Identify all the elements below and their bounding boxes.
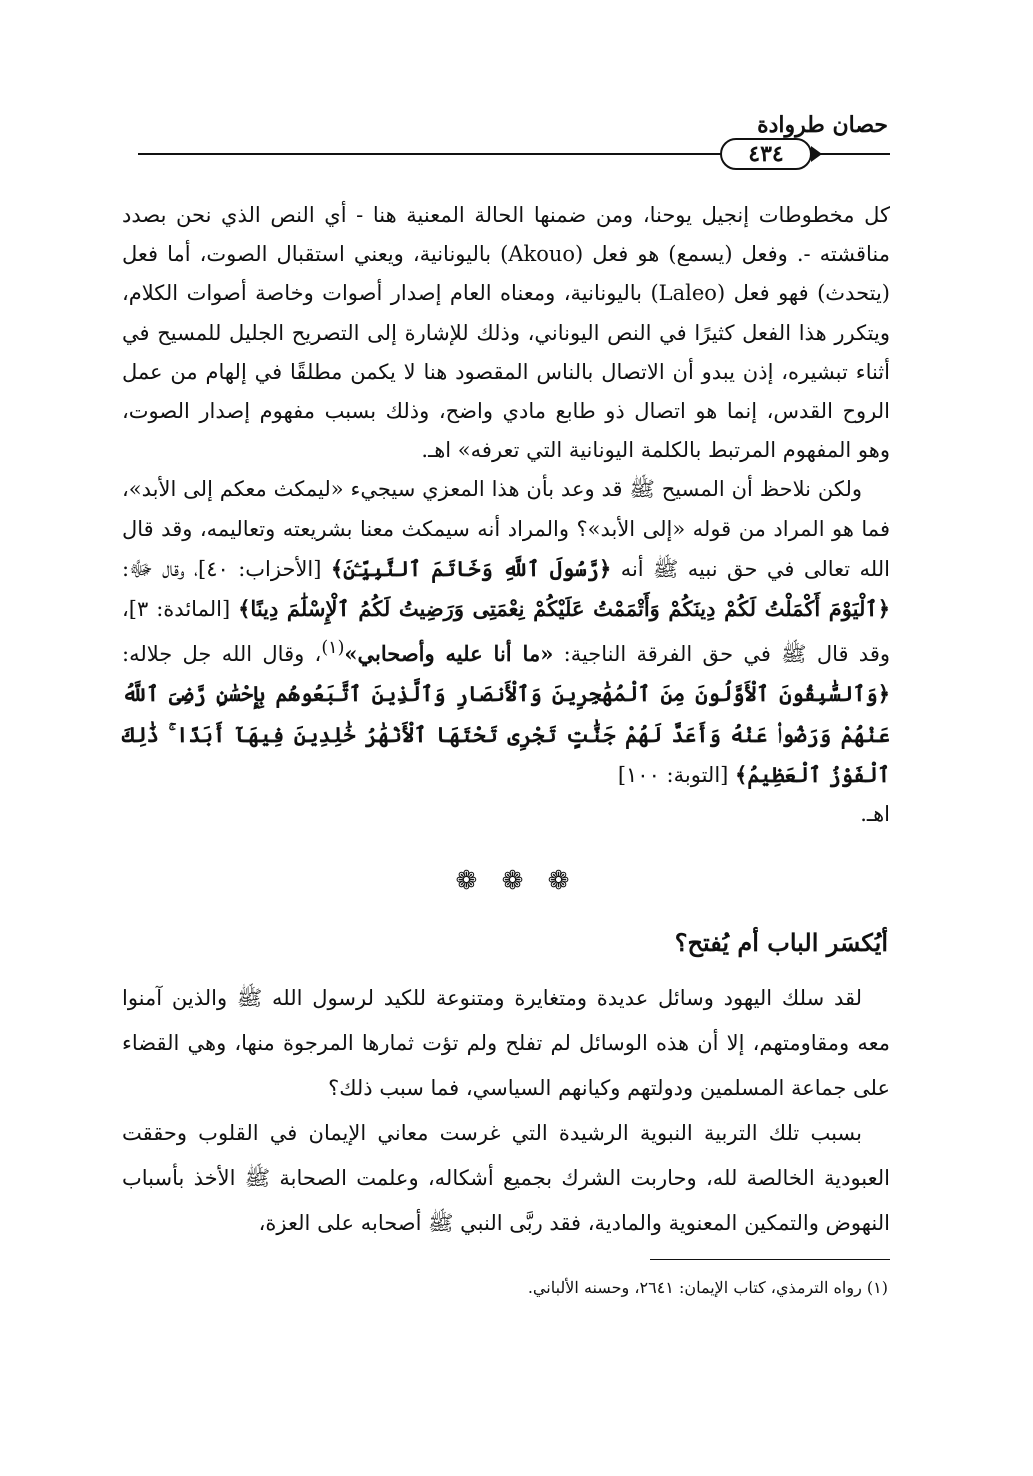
section-text	[122, 976, 890, 1246]
quran-verse-3: ﴿وَٱلسَّٰبِقُونَ ٱلْأَوَّلُونَ مِنَ ٱلْمُهَٰجِرِينَ وَٱلْأَنصَارِ وَٱلَّذِينَ ٱتَّبَعُوهُم بِإِحْسَٰنٍ رَّضِىَ ٱللَّهُ عَنْهُمْ وَرَضُوا۟ عَنْهُ وَأَعَدَّ لَهُمْ جَنَّٰتٍ تَجْرِى تَحْتَهَا ٱلْأَنْهَٰرُ خَٰلِدِينَ فِيهَآ أَبَدًا ۚ ذَٰلِكَ ٱلْفَوْزُ ٱلْعَظِيمُ﴾	[122, 681, 890, 787]
hadith-quote: «ما أنا عليه وأصحابي»	[344, 641, 554, 667]
footnote-text: رواه الترمذي، كتاب الإيمان: ٢٦٤١، وحسنه الألباني.	[527, 1278, 862, 1297]
page-number-badge: ٤٣٤	[720, 138, 812, 170]
footnote-rule	[650, 1259, 890, 1260]
paragraph-2-text: ولكن نلاحظ أن المسيح ﷺ قد وعد بأن هذا المعزي سيجيء «ليمكث معكم إلى الأبد»، فما هو المراد من قوله «إلى الأبد»؟ والمراد أنه سيمكث معنا بشريعته وتعاليمه، وقد قال الله تعالى في حق نبيه ﷺ أنه	[122, 477, 890, 581]
quran-verse-2: ﴿ٱلْيَوْمَ أَكْمَلْتُ لَكُمْ دِينَكُمْ وَأَتْمَمْتُ عَلَيْكُمْ نِعْمَتِى وَرَضِيتُ لَكُمُ ٱلْإِسْلَٰمَ دِينًا﴾	[238, 596, 890, 622]
paragraph-2c-text: وقد قال ﷺ في حق الفرقة الناجية:	[563, 642, 890, 667]
section-title: أيُكسَر الباب أم يُفتح؟	[674, 928, 888, 957]
paragraph-2b-text: وقال ﷻ:	[122, 556, 185, 581]
paragraph-1: كل مخطوطات إنجيل يوحنا، ومن ضمنها الحالة المعنية هنا - أي النص الذي نحن بصدد مناقشته -. وفعل (يسمع) هو فعل (Akouo) باليونانية، ويعني استقبال الصوت، أما فعل (يتحدث) فهو فعل (Laleo) باليونانية، ومعناه العام إصدار أصوات وخاصة أصوات الكلام، ويتكرر هذا الفعل كثيرًا في النص اليوناني، وذلك للإشارة إلى التصريح الجليل للمسيح في أثناء تبشيره، إذن يبدو أن الاتصال بالناس المقصود هنا لا يكمن مطلقًا في إلهام من عمل الروح القدس، إنما هو اتصال ذو طابع مادي واضح، وذلك بسبب مفهوم إصدار الصوت، وهو المفهوم المرتبط بالكلمة اليونانية التي تعرفه» اهـ.	[122, 203, 891, 463]
section-paragraph-1: لقد سلك اليهود وسائل عديدة ومتغايرة ومتنوعة للكيد لرسول الله ﷺ والذين آمنوا معه ومقاومتهم، إلا أن هذه الوسائل لم تفلح ولم تؤت ثمارها المرجوة منها، وهي القضاء على جماعة المسلمين ودولتهم وكيانهم السياسي، فما سبب ذلك؟	[122, 986, 890, 1100]
section-divider-flower-icon: ❁ ❁ ❁	[455, 866, 578, 896]
running-title: حصان طروادة	[757, 112, 888, 138]
paragraph-2d-text: ، وقال الله جل جلاله:	[122, 642, 322, 667]
verse-2-reference: [المائدة: ٣]،	[122, 597, 231, 622]
main-text	[122, 196, 890, 834]
verse-3-reference: [التوبة: ١٠٠]	[617, 762, 729, 787]
footnote-marker[interactable]: (١)	[321, 638, 345, 659]
closing-mark: اهـ.	[860, 802, 890, 827]
paragraph-2	[122, 470, 890, 795]
footnote-number: (١)	[866, 1278, 888, 1297]
footnote	[188, 1278, 888, 1297]
verse-1-reference: [الأحزاب: ٤٠]،	[194, 556, 322, 581]
section-paragraph-2: بسبب تلك التربية النبوية الرشيدة التي غرست معاني الإيمان في القلوب وحققت العبودية الخالصة لله، وحاربت الشرك بجميع أشكاله، وعلمت الصحابة ﷺ الأخذ بأسباب النهوض والتمكين المعنوية والمادية، فقد ربَّى النبي ﷺ أصحابه على العزة،	[122, 1121, 890, 1235]
quran-verse-1: ﴿رَّسُولَ ٱللَّهِ وَخَاتَمَ ٱلنَّبِيِّـۧنَ﴾	[330, 555, 612, 581]
